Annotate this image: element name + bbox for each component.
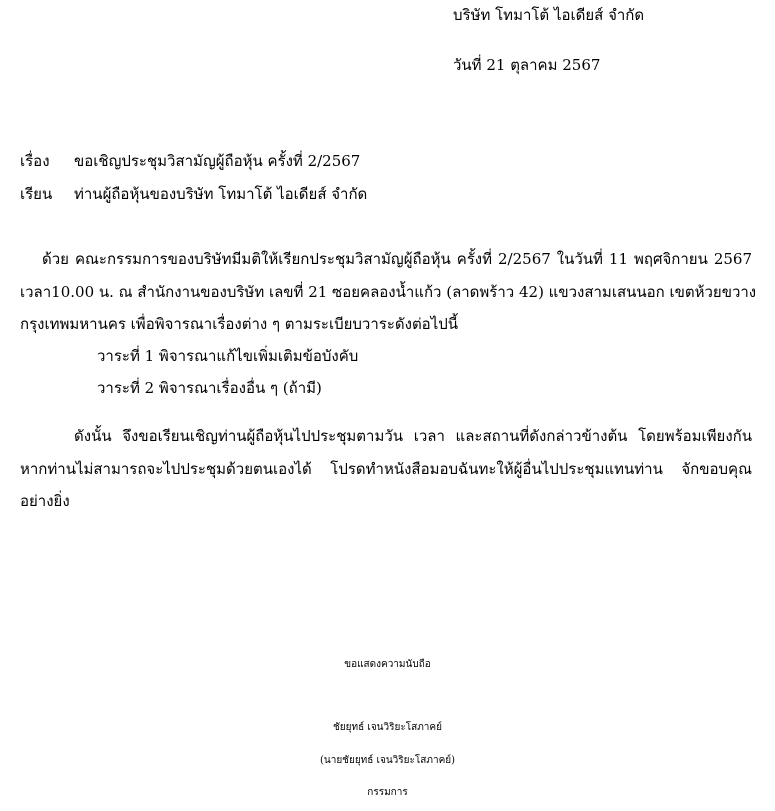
- company-name: บริษัท โทมาโต้ ไอเดียส์ จำกัด: [453, 6, 645, 24]
- paragraph2-line2: หากท่านไม่สามารถจะไปประชุมด้วยตนเองได้ โปรดทำหนังสือมอบฉันทะให้ผู้อื่นไปประชุมแทนท่าน จักขอบคุณ: [20, 460, 752, 478]
- paragraph1-line3: กรุงเทพมหานคร เพื่อพิจารณาเรื่องต่าง ๆ ตามระเบียบวาระดังต่อไปนี้: [20, 315, 459, 333]
- signer-name: (นายชัยยุทธ์ เจนวิริยะโสภาคย์): [319, 755, 456, 766]
- letter-date: วันที่ 21 ตุลาคม 2567: [453, 56, 601, 74]
- paragraph2-line3: อย่างยิ่ง: [20, 492, 70, 510]
- paragraph1-line1: ด้วย คณะกรรมการของบริษัทมีมติให้เรียกประชุมวิสามัญผู้ถือหุ้น ครั้งที่ 2/2567 ในวันที่ 11 พฤศจิกายน 2567: [42, 250, 752, 268]
- agenda-item-1: วาระที่ 1 พิจารณาแก้ไขเพิ่มเติมข้อบังคับ: [97, 347, 359, 365]
- agenda-item-2: วาระที่ 2 พิจารณาเรื่องอื่น ๆ (ถ้ามี): [97, 379, 322, 397]
- salutation-label: เรียน: [20, 185, 53, 203]
- signer-title: กรรมการ: [367, 787, 408, 798]
- subject-text: ขอเชิญประชุมวิสามัญผู้ถือหุ้น ครั้งที่ 2/2567: [74, 152, 361, 170]
- subject-label: เรื่อง: [20, 152, 50, 170]
- signature: ชัยยุทธ์ เจนวิริยะโสภาคย์: [333, 722, 442, 733]
- salutation-text: ท่านผู้ถือหุ้นของบริษัท โทมาโต้ ไอเดียส์ จำกัด: [74, 185, 368, 203]
- salutation-line: [20, 184, 367, 204]
- paragraph2-line1: ดังนั้น จึงขอเรียนเชิญท่านผู้ถือหุ้นไปประชุมตามวัน เวลา และสถานที่ดังกล่าวข้างต้น โดยพร้อมเพียงกัน: [74, 427, 752, 445]
- subject-line: [20, 151, 360, 171]
- closing: ขอแสดงความนับถือ: [344, 659, 431, 670]
- paragraph1-line2: เวลา10.00 น. ณ สำนักงานของบริษัท เลขที่ 21 ซอยคลองน้ำแก้ว (ลาดพร้าว 42) แขวงสามเสนนอก เขตห้วยขวาง: [20, 283, 757, 301]
